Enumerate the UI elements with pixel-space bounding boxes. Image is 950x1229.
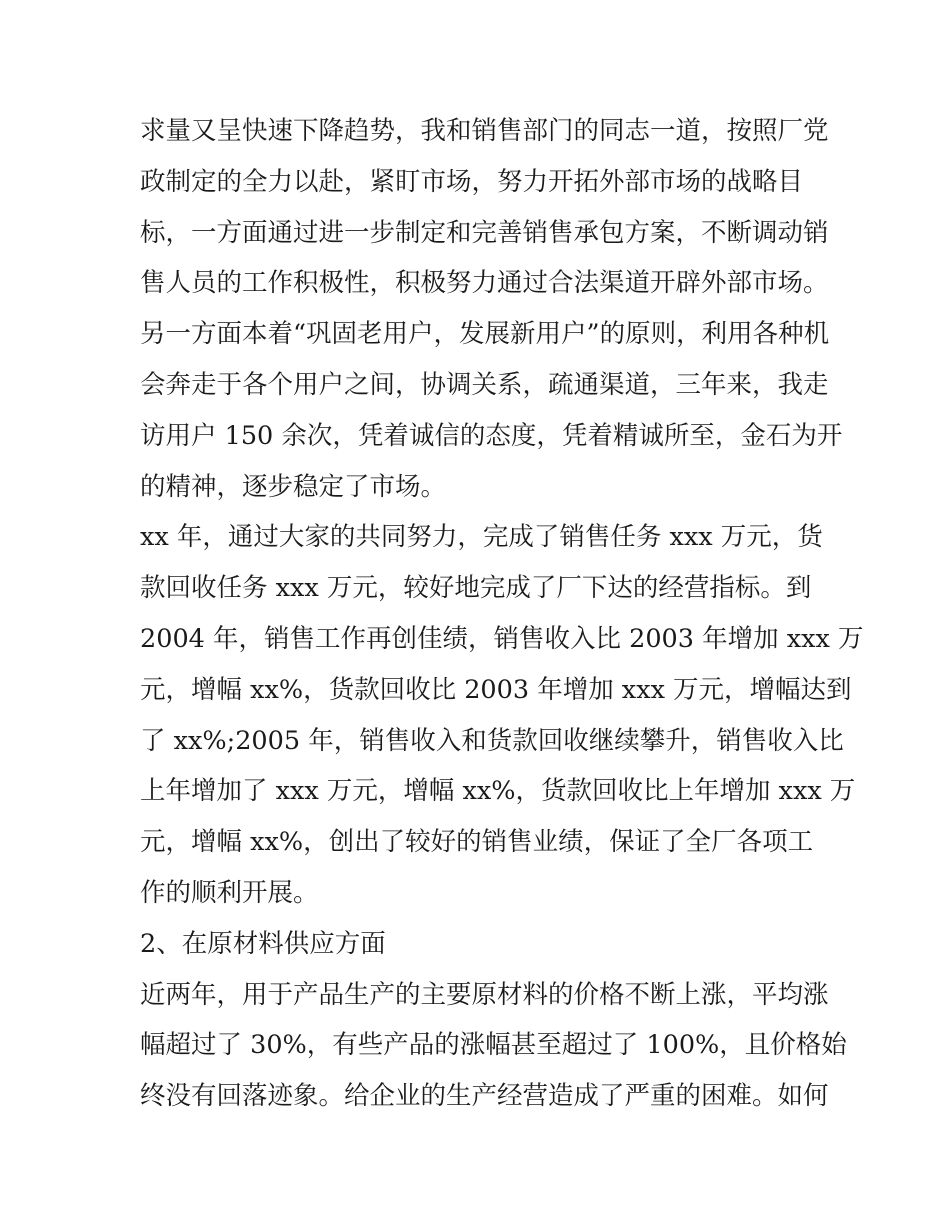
text-line: 访用户 150 余次，凭着诚信的态度，凭着精诚所至，金石为开 <box>140 420 843 451</box>
text-line: 了 xx%;2005 年，销售收入和货款回收继续攀升，销售收入比 <box>140 725 844 756</box>
text-line: 另一方面本着“巩固老用户，发展新用户”的原则，利用各种机 <box>140 319 830 350</box>
body-text <box>140 106 864 1122</box>
text-line: 会奔走于各个用户之间，协调关系，疏通渠道，三年来，我走 <box>140 369 829 400</box>
text-line: 上年增加了 xxx 万元，增幅 xx%，货款回收比上年增加 xxx 万 <box>140 776 856 807</box>
text-line: 元，增幅 xx%，货款回收比 2003 年增加 xxx 万元，增幅达到 <box>140 674 852 705</box>
text-line: 款回收任务 xxx 万元，较好地完成了厂下达的经营指标。到 <box>140 573 812 604</box>
text-line: 2004 年，销售工作再创佳绩，销售收入比 2003 年增加 xxx 万 <box>140 623 864 654</box>
text-line: 近两年，用于产品生产的主要原材料的价格不断上涨，平均涨 <box>140 979 829 1010</box>
section-heading: 2、在原材料供应方面 <box>140 928 386 959</box>
text-line: 售人员的工作积极性，积极努力通过合法渠道开辟外部市场。 <box>140 268 829 299</box>
text-line: xx 年，通过大家的共同努力，完成了销售任务 xxx 万元，货 <box>140 522 823 553</box>
text-line: 求量又呈快速下降趋势，我和销售部门的同志一道，按照厂党 <box>140 116 829 146</box>
text-line: 终没有回落迹象。给企业的生产经营造成了严重的困难。如何 <box>140 1081 829 1112</box>
text-line: 政制定的全力以赴，紧盯市场，努力开拓外部市场的战略目 <box>140 166 804 197</box>
text-line: 标，一方面通过进一步制定和完善销售承包方案，不断调动销 <box>140 217 829 248</box>
text-line: 幅超过了 30%，有些产品的涨幅甚至超过了 100%，且价格始 <box>140 1030 847 1061</box>
text-line: 作的顺利开展。 <box>140 877 319 908</box>
text-line: 元，增幅 xx%，创出了较好的销售业绩，保证了全厂各项工 <box>140 827 814 858</box>
text-line: 的精神，逐步稳定了市场。 <box>140 471 447 502</box>
